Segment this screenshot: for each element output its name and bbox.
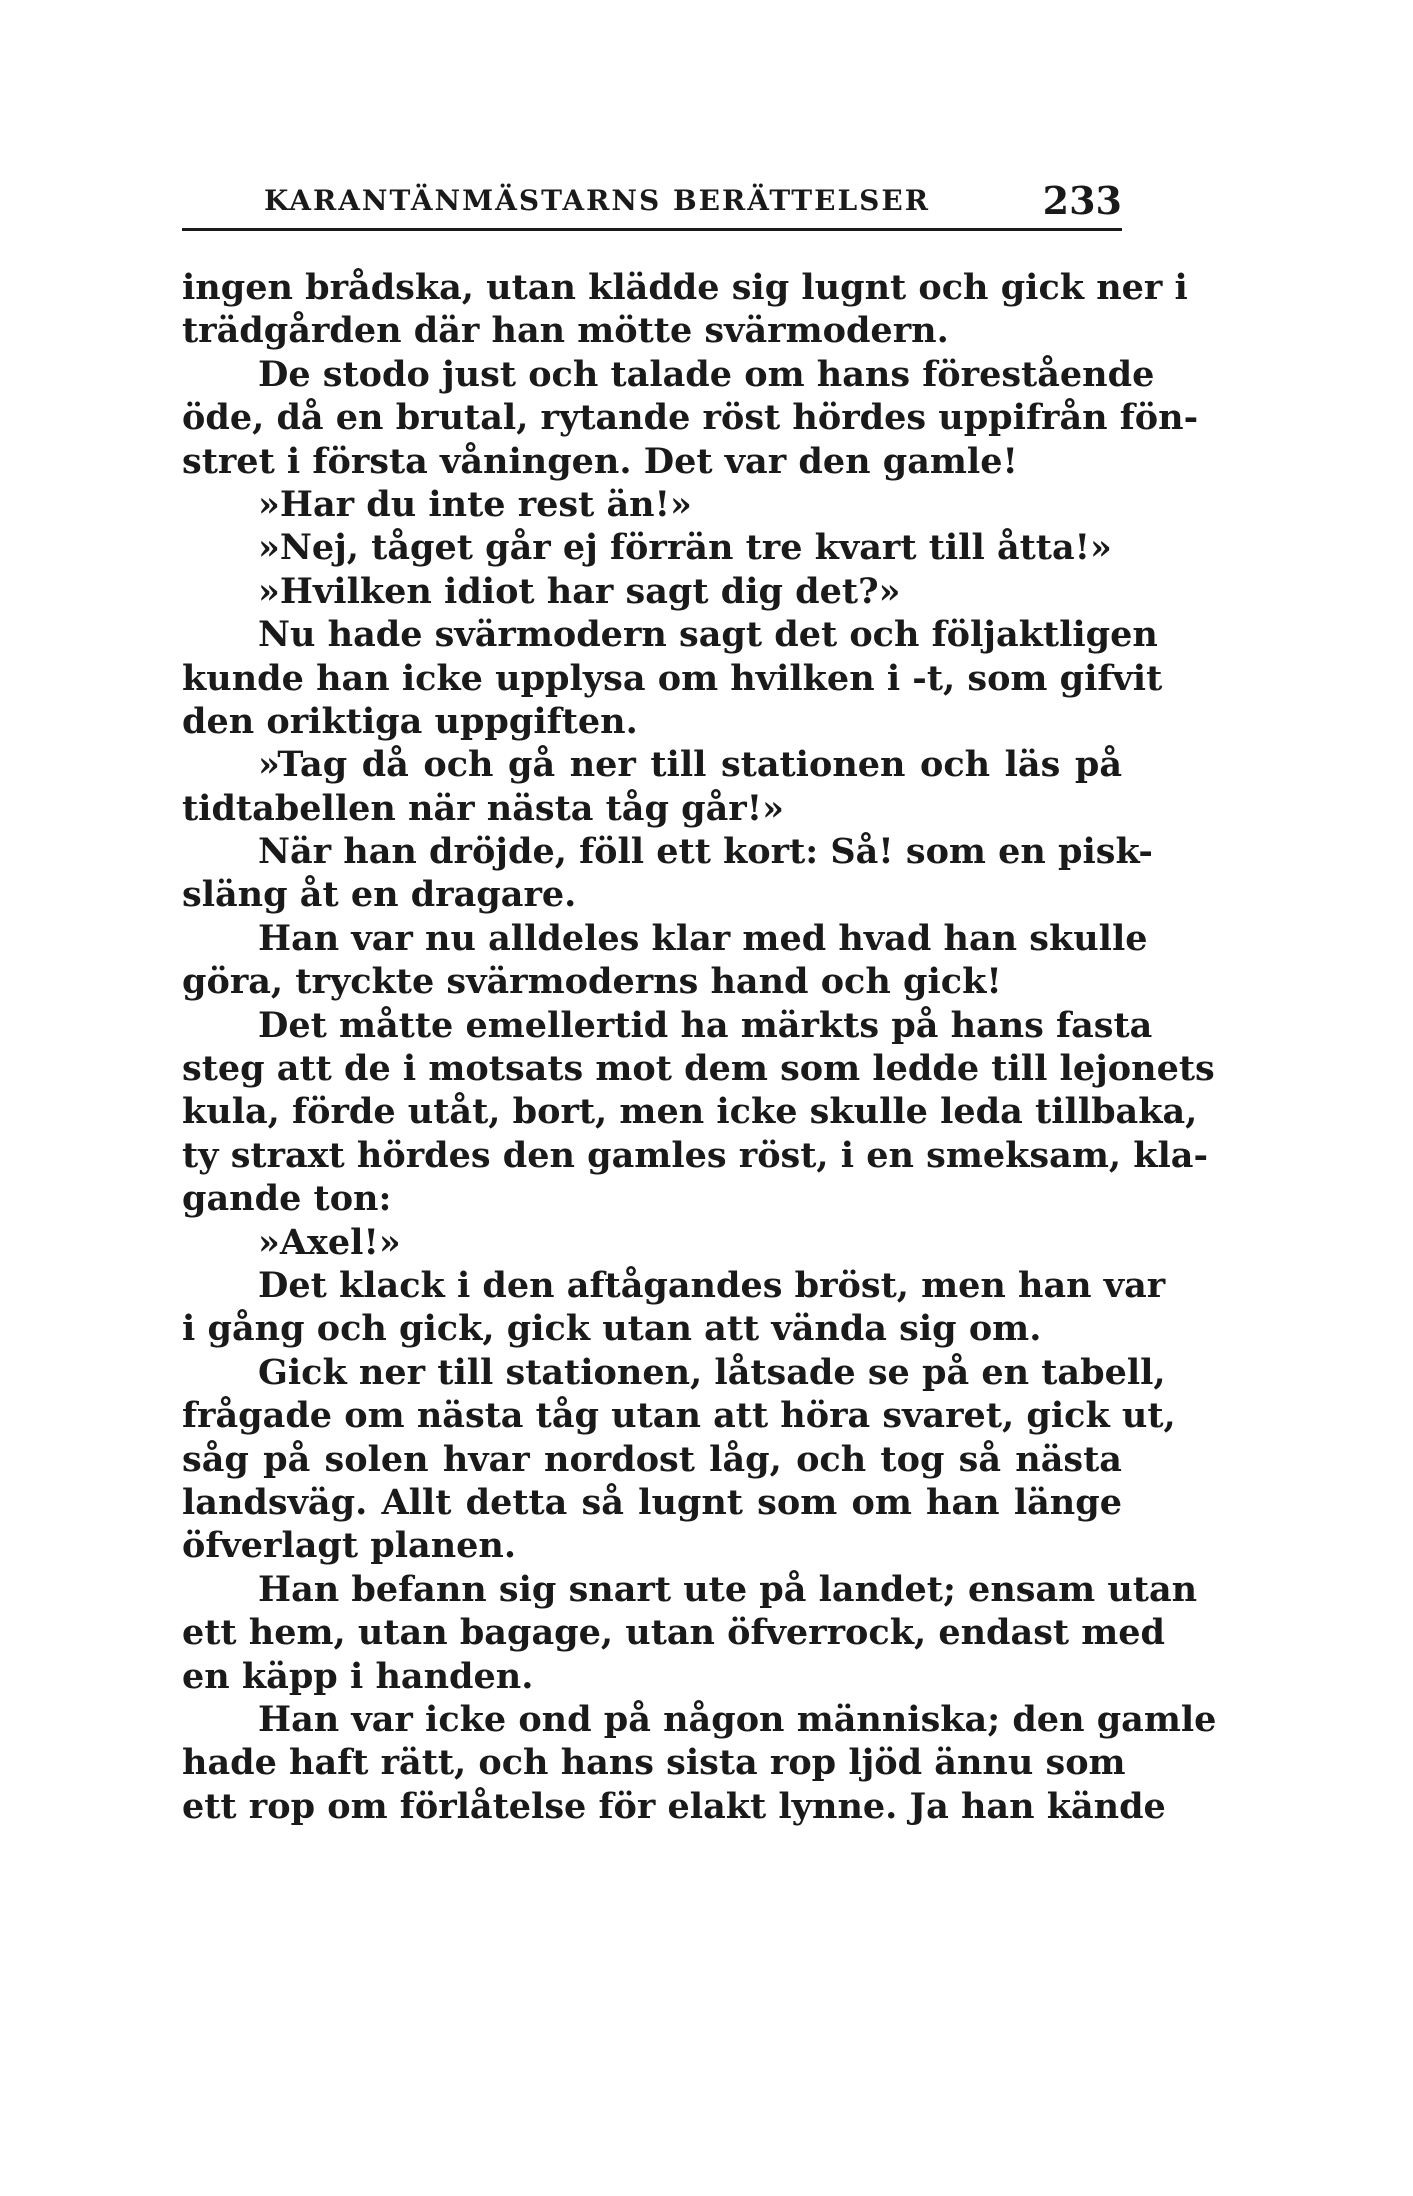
text-line: hade haft rätt, och hans sista rop ljöd ännu som: [182, 1742, 1126, 1784]
text-line: ingen brådska, utan klädde sig lugnt och gick ner i: [182, 267, 1188, 308]
text-line: När han dröjde, föll ett kort: Så! som en pisk-: [258, 831, 1153, 873]
text-line: landsväg. Allt detta så lugnt som om han länge: [182, 1481, 1122, 1523]
text-line: öfverlagt planen.: [182, 1525, 517, 1567]
text-line: ty straxt hördes den gamles röst, i en smeksam, kla-: [182, 1134, 1208, 1176]
text-line: Nu hade svärmodern sagt det och följaktligen: [258, 614, 1158, 656]
text-line: Det måtte emellertid ha märkts på hans fasta: [258, 1004, 1153, 1046]
text-line: »Har du inte rest än!»: [258, 483, 692, 525]
text-line: kunde han icke upplysa om hvilken i -t, som gifvit: [182, 657, 1163, 699]
text-line: stret i första våningen. Det var den gamle!: [182, 440, 1018, 482]
text-line: ett hem, utan bagage, utan öfverrock, endast med: [182, 1612, 1166, 1654]
text-line: Det klack i den aftågandes bröst, men han var: [258, 1264, 1166, 1306]
running-title: KARANTÄNMÄSTARNS BERÄTTELSER: [264, 184, 930, 217]
text-line: en käpp i handen.: [182, 1655, 534, 1697]
text-line: såg på solen hvar nordost låg, och tog så nästa: [182, 1438, 1122, 1480]
text-line: steg att de i motsats mot dem som ledde till lejonets: [182, 1048, 1215, 1090]
text-line: Han var icke ond på någon människa; den gamle: [258, 1698, 1217, 1740]
text-line: »Nej, tåget går ej förrän tre kvart till åtta!»: [258, 527, 1112, 569]
text-line: gande ton:: [182, 1178, 392, 1220]
text-line: trädgården där han mötte svärmodern.: [182, 310, 949, 352]
text-line: öde, då en brutal, rytande röst hördes uppifrån fön-: [182, 397, 1199, 439]
text-line: »Axel!»: [258, 1221, 401, 1263]
text-line: ett rop om förlåtelse för elakt lynne. Ja han kände: [182, 1785, 1166, 1827]
text-line: göra, tryckte svärmoderns hand och gick!: [182, 961, 1002, 1003]
text-line: Han befann sig snart ute på landet; ensam utan: [258, 1568, 1198, 1610]
text-line: i gång och gick, gick utan att vända sig om.: [182, 1308, 1042, 1350]
text-line: »Tag då och gå ner till stationen och läs på: [258, 744, 1122, 786]
header-rule: [182, 228, 1122, 231]
text-line: Han var nu alldeles klar med hvad han skulle: [258, 917, 1148, 959]
text-line: kula, förde utåt, bort, men icke skulle leda tillbaka,: [182, 1091, 1198, 1133]
page-header: [182, 178, 1122, 224]
page-number: 233: [1042, 178, 1122, 223]
text-line: Gick ner till stationen, låtsade se på en tabell,: [258, 1351, 1166, 1393]
text-line: släng åt en dragare.: [182, 874, 577, 916]
text-line: frågade om nästa tåg utan att höra svaret, gick ut,: [182, 1395, 1176, 1437]
text-line: den oriktiga uppgiften.: [182, 700, 638, 742]
text-line: »Hvilken idiot har sagt dig det?»: [258, 570, 901, 612]
text-line: De stodo just och talade om hans förestående: [258, 353, 1155, 395]
body-text: [182, 266, 1217, 1828]
text-line: tidtabellen när nästa tåg går!»: [182, 787, 784, 829]
